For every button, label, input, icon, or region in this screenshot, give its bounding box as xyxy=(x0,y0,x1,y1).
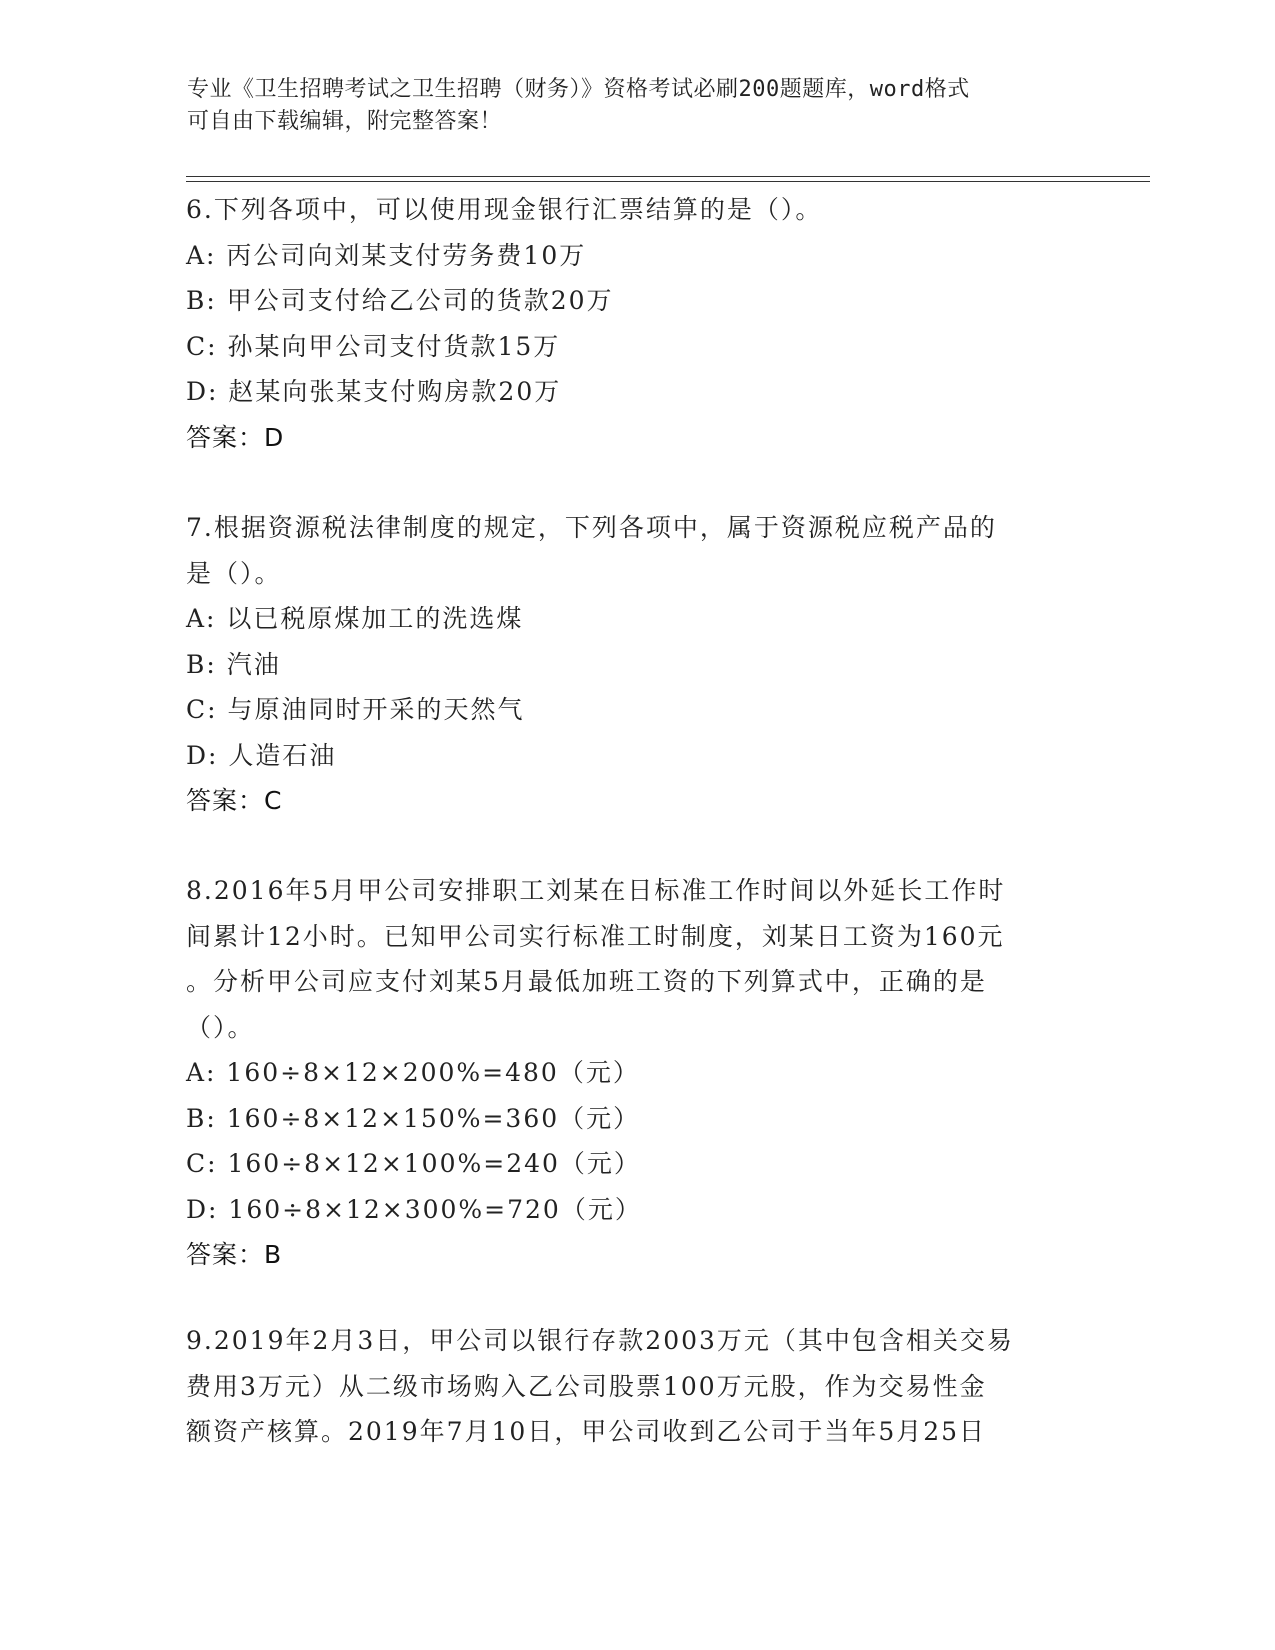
option-a: A: 160÷8×12×200%=480（元） xyxy=(186,1058,640,1087)
option-d: D: 人造石油 xyxy=(186,740,337,770)
option-d: D: 赵某向张某支付购房款20万 xyxy=(186,377,562,406)
answer: 答案：D xyxy=(186,422,285,452)
option-a: A: 丙公司向刘某支付劳务费10万 xyxy=(186,240,587,270)
question-stem: 7.根据资源税法律制度的规定，下列各项中，属于资源税应税产品的 xyxy=(186,513,997,542)
question-stem: 6.下列各项中，可以使用现金银行汇票结算的是（）。 xyxy=(186,195,823,224)
option-b: B: 160÷8×12×150%=360（元） xyxy=(186,1103,641,1133)
question-stem-continued: （）。 xyxy=(186,1012,255,1042)
option-d: D: 160÷8×12×300%=720（元） xyxy=(186,1194,642,1224)
document-header xyxy=(187,74,1087,138)
option-b: B: 甲公司支付给乙公司的货款20万 xyxy=(186,286,614,315)
header-line-1: 专业《卫生招聘考试之卫生招聘（财务）》资格考试必刷200题题库，word格式 xyxy=(187,77,970,102)
question-7 xyxy=(186,505,1086,824)
option-c: C: 孙某向甲公司支付货款15万 xyxy=(186,331,561,361)
answer: 答案：C xyxy=(186,786,283,815)
header-divider-top xyxy=(186,176,1150,177)
option-c: C: 与原油同时开采的天然气 xyxy=(186,695,525,724)
question-9 xyxy=(186,1318,1086,1455)
question-8 xyxy=(186,868,1086,1278)
option-a: A: 以已税原煤加工的洗选煤 xyxy=(186,604,524,633)
header-divider-bottom xyxy=(186,181,1150,182)
question-stem-continued: 是（）。 xyxy=(186,558,282,588)
header-line-2: 可自由下载编辑，附完整答案！ xyxy=(187,109,503,134)
option-b: B: 汽油 xyxy=(186,649,281,679)
question-stem: 9.2019年2月3日，甲公司以银行存款2003万元（其中包含相关交易 xyxy=(186,1326,1014,1355)
answer: 答案：B xyxy=(186,1240,283,1269)
option-c: C: 160÷8×12×100%=240（元） xyxy=(186,1149,641,1178)
question-6 xyxy=(186,187,1086,460)
question-stem-continued: 费用3万元）从二级市场购入乙公司股票100万元股，作为交易性金 xyxy=(186,1371,987,1401)
question-stem-continued: 额资产核算。2019年7月10日，甲公司收到乙公司于当年5月25日 xyxy=(186,1417,987,1446)
question-stem: 8.2016年5月甲公司安排职工刘某在日标准工作时间以外延长工作时 xyxy=(186,876,1006,905)
question-stem-continued: 。分析甲公司应支付刘某5月最低加班工资的下列算式中，正确的是 xyxy=(186,967,987,996)
question-stem-continued: 间累计12小时。已知甲公司实行标准工时制度，刘某日工资为160元 xyxy=(186,921,1005,951)
